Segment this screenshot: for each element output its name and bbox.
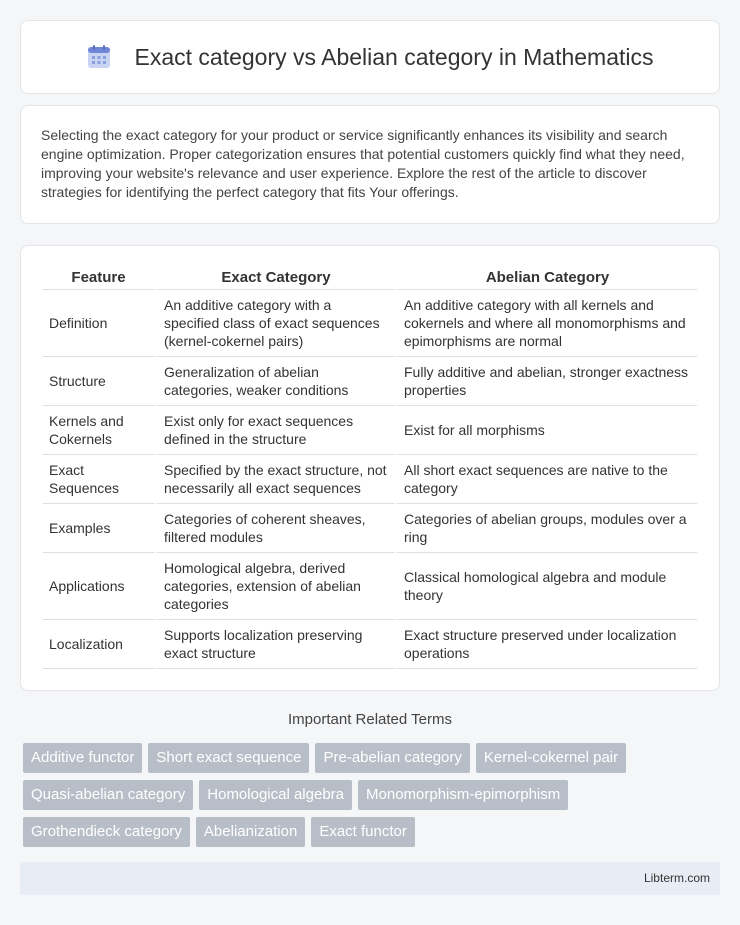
table-cell: Definition — [43, 290, 154, 357]
related-term-tag[interactable]: Pre-abelian category — [315, 743, 469, 773]
table-header-row — [43, 264, 697, 290]
table-cell: Generalization of abelian categories, weaker conditions — [154, 357, 394, 406]
related-term-tag[interactable]: Additive functor — [23, 743, 142, 773]
table-cell: Structure — [43, 357, 154, 406]
table-cell: Localization — [43, 620, 154, 669]
related-term-tag[interactable]: Grothendieck category — [23, 817, 190, 847]
column-header: Feature — [43, 264, 154, 290]
footer — [20, 862, 720, 895]
table-cell: Fully additive and abelian, stronger exactness properties — [394, 357, 697, 406]
header-card — [20, 20, 720, 94]
comparison-card — [20, 245, 720, 691]
table-cell: Exact Sequences — [43, 455, 154, 504]
table-cell: Kernels and Cokernels — [43, 406, 154, 455]
related-terms-list — [23, 743, 723, 854]
related-term-tag[interactable]: Kernel-cokernel pair — [476, 743, 626, 773]
footer-site-link[interactable]: Libterm.com — [643, 871, 710, 885]
table-row — [43, 290, 697, 357]
related-term-tag[interactable]: Homological algebra — [199, 780, 352, 810]
related-term-tag[interactable]: Abelianization — [196, 817, 305, 847]
table-row — [43, 620, 697, 669]
table-cell: Applications — [43, 553, 154, 620]
intro-card — [20, 105, 720, 224]
related-terms-title: Important Related Terms — [288, 711, 452, 728]
column-header: Abelian Category — [394, 264, 697, 290]
intro-text: Selecting the exact category for your product or service significantly enhances its visibility and search engine optimization. Proper categorization ensures that potential customers quickly find what they need, improving your website's relevance and user experience. Explore the rest of the article to discover strategies for identifying the perfect category that fits Your offerings. — [41, 127, 685, 200]
table-cell: An additive category with all kernels and cokernels and where all monomorphisms and epimorphisms are normal — [394, 290, 697, 357]
table-row — [43, 357, 697, 406]
table-cell: Specified by the exact structure, not necessarily all exact sequences — [154, 455, 394, 504]
table-row — [43, 455, 697, 504]
table-row — [43, 504, 697, 553]
related-term-tag[interactable]: Short exact sequence — [148, 743, 309, 773]
table-cell: Categories of coherent sheaves, filtered modules — [154, 504, 394, 553]
related-term-tag[interactable]: Quasi-abelian category — [23, 780, 193, 810]
related-term-tag[interactable]: Monomorphism-epimorphism — [358, 780, 568, 810]
table-cell: Exist only for exact sequences defined in the structure — [154, 406, 394, 455]
column-header: Exact Category — [154, 264, 394, 290]
comparison-table — [43, 264, 697, 669]
table-cell: An additive category with a specified class of exact sequences (kernel-cokernel pairs) — [154, 290, 394, 357]
table-row — [43, 406, 697, 455]
table-row — [43, 553, 697, 620]
table-cell: Homological algebra, derived categories, extension of abelian categories — [154, 553, 394, 620]
table-cell: Supports localization preserving exact structure — [154, 620, 394, 669]
page-title: Exact category vs Abelian category in Mathematics — [134, 43, 654, 70]
table-cell: Exist for all morphisms — [394, 406, 697, 455]
table-cell: Classical homological algebra and module theory — [394, 553, 697, 620]
table-cell: Exact structure preserved under localization operations — [394, 620, 697, 669]
related-term-tag[interactable]: Exact functor — [311, 817, 415, 847]
table-cell: Examples — [43, 504, 154, 553]
table-cell: Categories of abelian groups, modules over a ring — [394, 504, 697, 553]
table-cell: All short exact sequences are native to the category — [394, 455, 697, 504]
calendar-icon — [86, 44, 112, 70]
